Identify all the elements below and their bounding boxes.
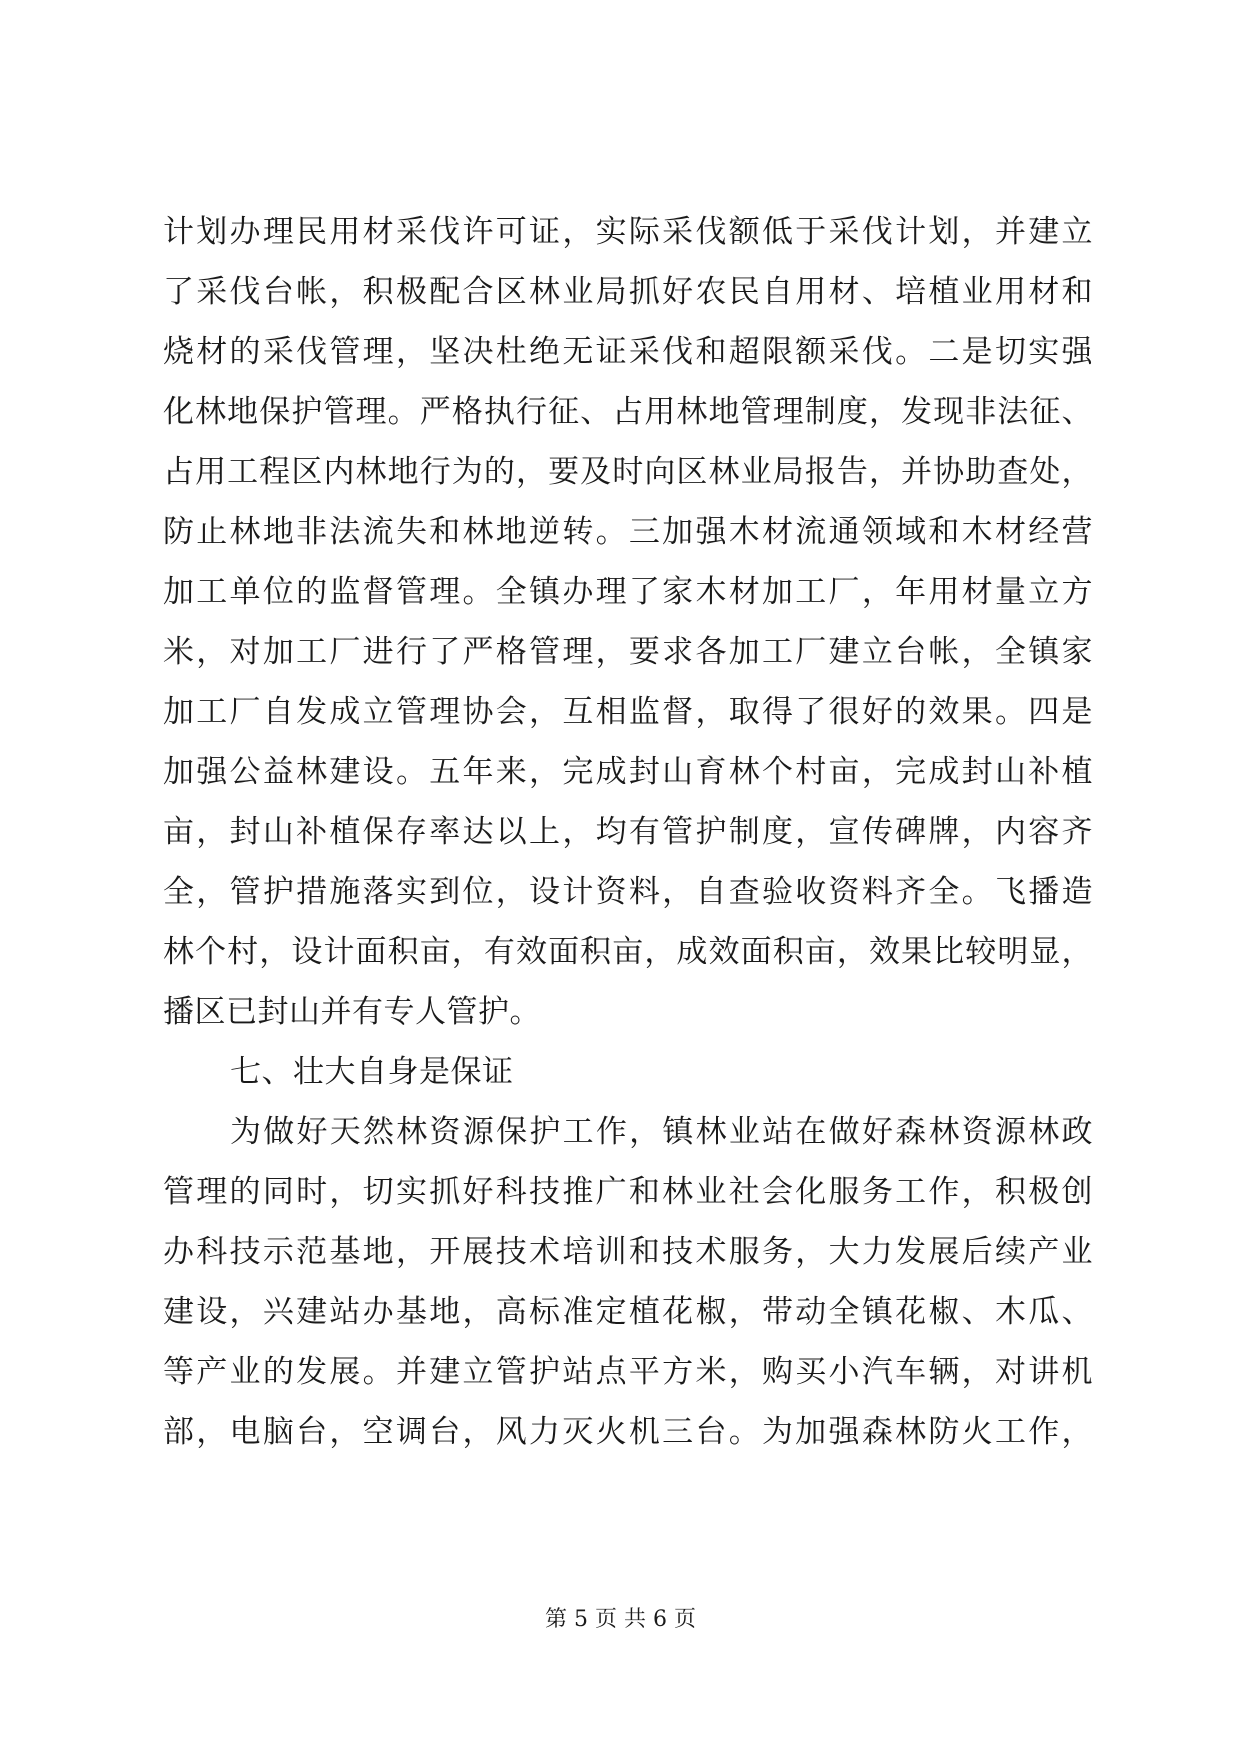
paragraph-line: 林个村，设计面积亩，有效面积亩，成效面积亩，效果比较明显， [163, 934, 1093, 970]
paragraph-line: 管理的同时，切实抓好科技推广和林业社会化服务工作，积极创 [163, 1174, 1093, 1210]
paragraph-line: 全，管护措施落实到位，设计资料，自查验收资料齐全。飞播造 [163, 874, 1093, 910]
paragraph-line: 化林地保护管理。严格执行征、占用林地管理制度，发现非法征、 [163, 394, 1093, 430]
paragraph-line: 等产业的发展。并建立管护站点平方米，购买小汽车辆，对讲机 [163, 1354, 1093, 1390]
paragraph-line: 加强公益林建设。五年来，完成封山育林个村亩，完成封山补植 [163, 754, 1093, 790]
paragraph-line: 占用工程区内林地行为的，要及时向区林业局报告，并协助查处， [163, 454, 1093, 490]
paragraph-line: 办科技示范基地，开展技术培训和技术服务，大力发展后续产业 [163, 1234, 1093, 1270]
paragraph-line: 播区已封山并有专人管护。 [163, 994, 541, 1030]
paragraph-line: 为做好天然林资源保护工作，镇林业站在做好森林资源林政 [230, 1114, 1093, 1150]
paragraph-line: 加工单位的监督管理。全镇办理了家木材加工厂，年用材量立方 [163, 574, 1093, 610]
paragraph-line: 部，电脑台，空调台，风力灭火机三台。为加强森林防火工作， [163, 1414, 1093, 1450]
paragraph-line: 了采伐台帐，积极配合区林业局抓好农民自用材、培植业用材和 [163, 274, 1093, 310]
paragraph-line: 建设，兴建站办基地，高标准定植花椒，带动全镇花椒、木瓜、 [163, 1294, 1093, 1330]
paragraph-line: 烧材的采伐管理，坚决杜绝无证采伐和超限额采伐。二是切实强 [163, 334, 1093, 370]
document-body [163, 202, 1093, 1462]
paragraph-line: 加工厂自发成立管理协会，互相监督，取得了很好的效果。四是 [163, 694, 1093, 730]
section-heading: 七、壮大自身是保证 [230, 1054, 514, 1090]
paragraph-line: 米，对加工厂进行了严格管理，要求各加工厂建立台帐，全镇家 [163, 634, 1093, 670]
paragraph-line: 计划办理民用材采伐许可证，实际采伐额低于采伐计划，并建立 [163, 214, 1093, 250]
paragraph-line: 防止林地非法流失和林地逆转。三加强木材流通领域和木材经营 [163, 514, 1093, 550]
page-footer: 第 5 页 共 6 页 [545, 1607, 696, 1632]
paragraph-line: 亩，封山补植保存率达以上，均有管护制度，宣传碑牌，内容齐 [163, 814, 1093, 850]
